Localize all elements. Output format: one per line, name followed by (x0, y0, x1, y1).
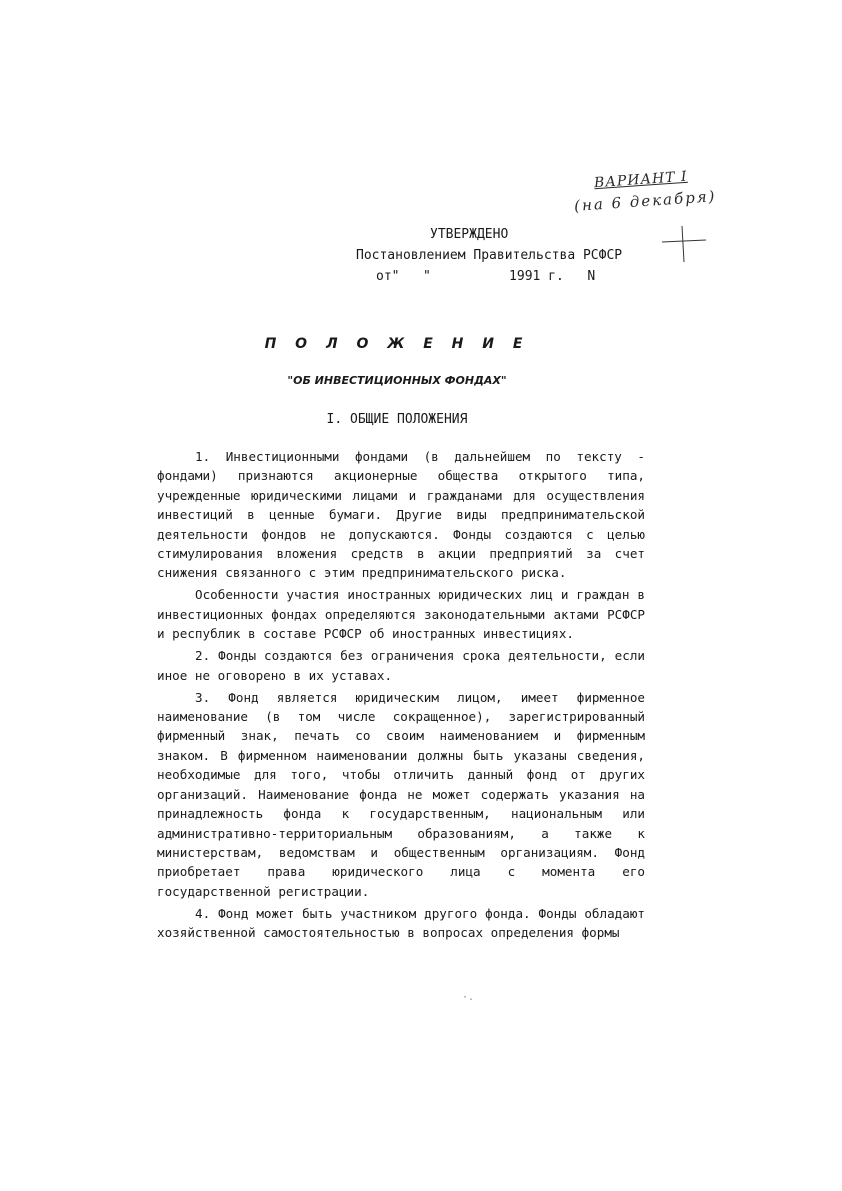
document-body (157, 447, 645, 945)
paragraph-foreign-participation: Особенности участия иностранных юридических лиц и граждан в инвестиционных фондах определяются законодательными актами РСФСР и республик в составе РСФСР об иностранных инвестициях. (157, 587, 645, 642)
paragraph-2: 2. Фонды создаются без ограничения срока деятельности, если иное не оговорено в их уставах. (157, 648, 645, 683)
handwritten-cross-mark (658, 224, 708, 264)
paragraph-4: 4. Фонд может быть участником другого фонда. Фонды обладают хозяйственной самостоятельностью в вопросах определения формы (157, 905, 645, 941)
section-heading: I. ОБЩИЕ ПОЛОЖЕНИЯ (326, 412, 468, 427)
handwritten-variant-note: ВАРИАНТ I (593, 168, 689, 192)
paragraph-3: 3. Фонд является юридическим лицом, имеет фирменное наименование (в том числе сокращенное), зарегистрированный фирменный знак, печать со своим наименованием и фирменным знаком. В фирменном наименовании должны быть указаны сведения, необходимые для того, чтобы отличить данный фонд от других организаций. Наименование фонда не может содержать указания на принадлежность фонда к государственным, национальным или административно-территориальным образованиям, а также к министерствам, ведомствам и общественным организациям. Фонд приобретает права юридического лица с момента его государственной регистрации. (157, 689, 645, 899)
document-title: П О Л О Ж Е Н И Е (264, 336, 530, 352)
document-subtitle: "ОБ ИНВЕСТИЦИОННЫХ ФОНДАХ" (287, 374, 507, 387)
approval-heading: УТВЕРЖДЕНО (430, 227, 509, 242)
approval-authority: Постановлением Правительства РСФСР (356, 248, 623, 263)
scan-speck: ·. (462, 992, 475, 1003)
approval-date-line: от" " 1991 г. N (376, 269, 596, 284)
handwritten-date-note: (на 6 декабря) (573, 187, 718, 215)
paragraph-1: 1. Инвестиционными фондами (в дальнейшем по тексту - фондами) признаются акционерные общества открытого типа, учрежденные юридическими лицами и гражданами для осуществления инвестиций в ценные бумаги. Другие виды предпринимательской деятельности фондов не допускаются. Фонды создаются с целью стимулирования вложения средств в акции предприятий за счет снижения связанного с этим предпринимательского риска. (157, 449, 645, 581)
